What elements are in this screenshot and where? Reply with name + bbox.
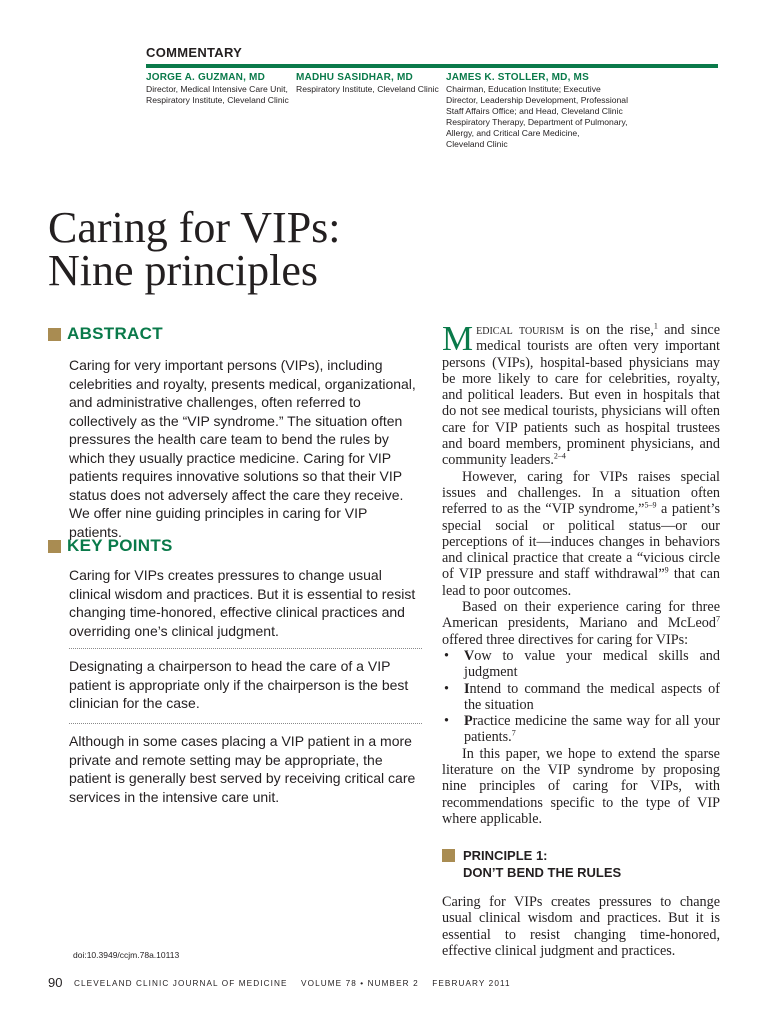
- author-affiliation: Respiratory Institute, Cleveland Clinic: [296, 84, 439, 94]
- principle-heading-text: [463, 847, 621, 881]
- journal-footer: CLEVELAND CLINIC JOURNAL OF MEDICINE VOLUME 78 • NUMBER 2 FEBRUARY 2011: [74, 979, 511, 988]
- body-paragraph-1: [442, 319, 721, 469]
- body-text: Based on their experience caring for three American presidents, Mariano and McLeod: [442, 599, 720, 632]
- body-text: However, caring for VIPs raises special issues and challenges. In a situation often referred to as the “VIP syndrome,”: [442, 468, 720, 518]
- principle-label: PRINCIPLE 1:: [463, 848, 548, 863]
- abstract-text: Caring for very important persons (VIPs), including celebrities and royalty, presents medical, organizational, and administrative challenges, often referred to collectively as the “VIP syndrome.” The situation often pressures the health care team to bend the rules by which they usually practice medicine. Caring for VIP patients requires innovative solutions so that their VIP status does not adversely affect the care they receive. We offer nine guiding principles in caring for VIP patients.: [69, 357, 416, 540]
- divider: [69, 648, 422, 649]
- list-item: [442, 681, 720, 714]
- list-initial: I: [464, 680, 470, 697]
- key-point-3: Although in some cases placing a VIP patient in a more private and remote setting may be appropriate, the patient is generally best served by receiving critical care services in the intensive care unit.: [69, 733, 416, 805]
- section-label: COMMENTARY: [146, 45, 243, 60]
- author-affiliation: Chairman, Education Institute; Executive Director, Leadership Development, Professional Staff Affairs Office; and Head, Cleveland Clinic Respiratory Therapy, Department of Pulmonary, Allergy, and Critical Care Medicine, Cleveland Clinic: [446, 84, 628, 149]
- body-paragraph-4: In this paper, we hope to extend the sparse literature on the VIP syndrome by proposing nine principles of caring for VIPs, with recommendations specific to the type of VIP where applicable.: [442, 745, 720, 827]
- bullet-icon: •: [444, 713, 449, 730]
- bullet-icon: •: [444, 680, 449, 697]
- citation: 9: [664, 565, 669, 575]
- key-points-heading: [48, 536, 173, 556]
- author-block-2: [296, 72, 446, 95]
- key-point-1: Caring for VIPs creates pressures to change usual clinical wisdom and practices. But it is essential to resist changing time-honored, effective clinical practices and overriding one’s clinical judgment.: [69, 567, 416, 639]
- principle-1-heading: [442, 847, 621, 881]
- body-text: offered three directives for caring for VIPs:: [442, 631, 689, 648]
- citation: 7: [511, 728, 516, 738]
- section-square-icon: [442, 849, 455, 862]
- page-number: 90: [48, 975, 63, 990]
- principle-title: DON’T BEND THE RULES: [463, 865, 622, 880]
- list-text: ntend to command the medical aspects of the situation: [464, 680, 720, 713]
- list-item: [442, 713, 720, 746]
- abstract-heading: [48, 324, 163, 344]
- section-square-icon: [48, 328, 61, 341]
- key-points-heading-label: KEY POINTS: [67, 536, 173, 555]
- citation: 2–4: [553, 451, 566, 461]
- body-text: a patient’s special social or political status—or our perceptions of it—induces changes in behaviors and clinical practice that create a “vicious circle of VIP pressure and staff withdrawal”: [442, 501, 720, 583]
- key-point-2: Designating a chairperson to head the care of a VIP patient is appropriate only if the chairperson is the best clinician for the case.: [69, 658, 409, 711]
- citation: 7: [716, 614, 720, 624]
- citation: 5–9: [644, 500, 657, 510]
- author-affiliation: Director, Medical Intensive Care Unit, Respiratory Institute, Cleveland Clinic: [146, 84, 289, 105]
- list-initial: P: [464, 713, 473, 730]
- author-name: JAMES K. STOLLER, MD, MS: [446, 72, 589, 83]
- divider: [69, 723, 422, 724]
- abstract-heading-label: ABSTRACT: [67, 324, 163, 343]
- author-block-3: [446, 72, 646, 150]
- body-text: that can lead to poor outcomes.: [442, 566, 720, 599]
- doi: doi:10.3949/ccjm.78a.10113: [73, 950, 180, 960]
- directives-list: [442, 648, 720, 746]
- body-paragraph-3: [442, 599, 720, 648]
- bullet-icon: •: [444, 647, 449, 664]
- article-body: [442, 319, 721, 827]
- lead-in: edical tourism: [476, 322, 564, 338]
- section-square-icon: [48, 540, 61, 553]
- body-text: is on the rise,: [563, 322, 654, 338]
- body-paragraph-2: [442, 469, 720, 599]
- author-name: MADHU SASIDHAR, MD: [296, 72, 413, 83]
- author-name: JORGE A. GUZMAN, MD: [146, 72, 265, 83]
- list-text: ractice medicine the same way for all your patients.: [464, 713, 720, 746]
- author-block-1: [146, 72, 296, 106]
- body-text: and since medical tourists are often very important persons (VIPs), hospital-based physicians may be more likely to care for celebrities, royalty, and political leaders. But even in hospitals that do not see medical tourists, physicians will often care for VIP patients such as hospital trustees and board members, prominent physicians, and community leaders.: [442, 322, 721, 469]
- citation: 1: [653, 321, 658, 331]
- article-title: Caring for VIPs: Nine principles: [48, 203, 341, 295]
- list-initial: V: [464, 647, 475, 664]
- list-text: ow to value your medical skills and judgment: [464, 647, 720, 681]
- header-rule: [146, 64, 718, 68]
- list-item: [442, 648, 720, 681]
- drop-cap: M: [442, 319, 474, 358]
- principle-1-text: Caring for VIPs creates pressures to change usual clinical wisdom and practices. But it is essential to resist changing time-honored, effective clinical judgment and practices.: [442, 894, 720, 959]
